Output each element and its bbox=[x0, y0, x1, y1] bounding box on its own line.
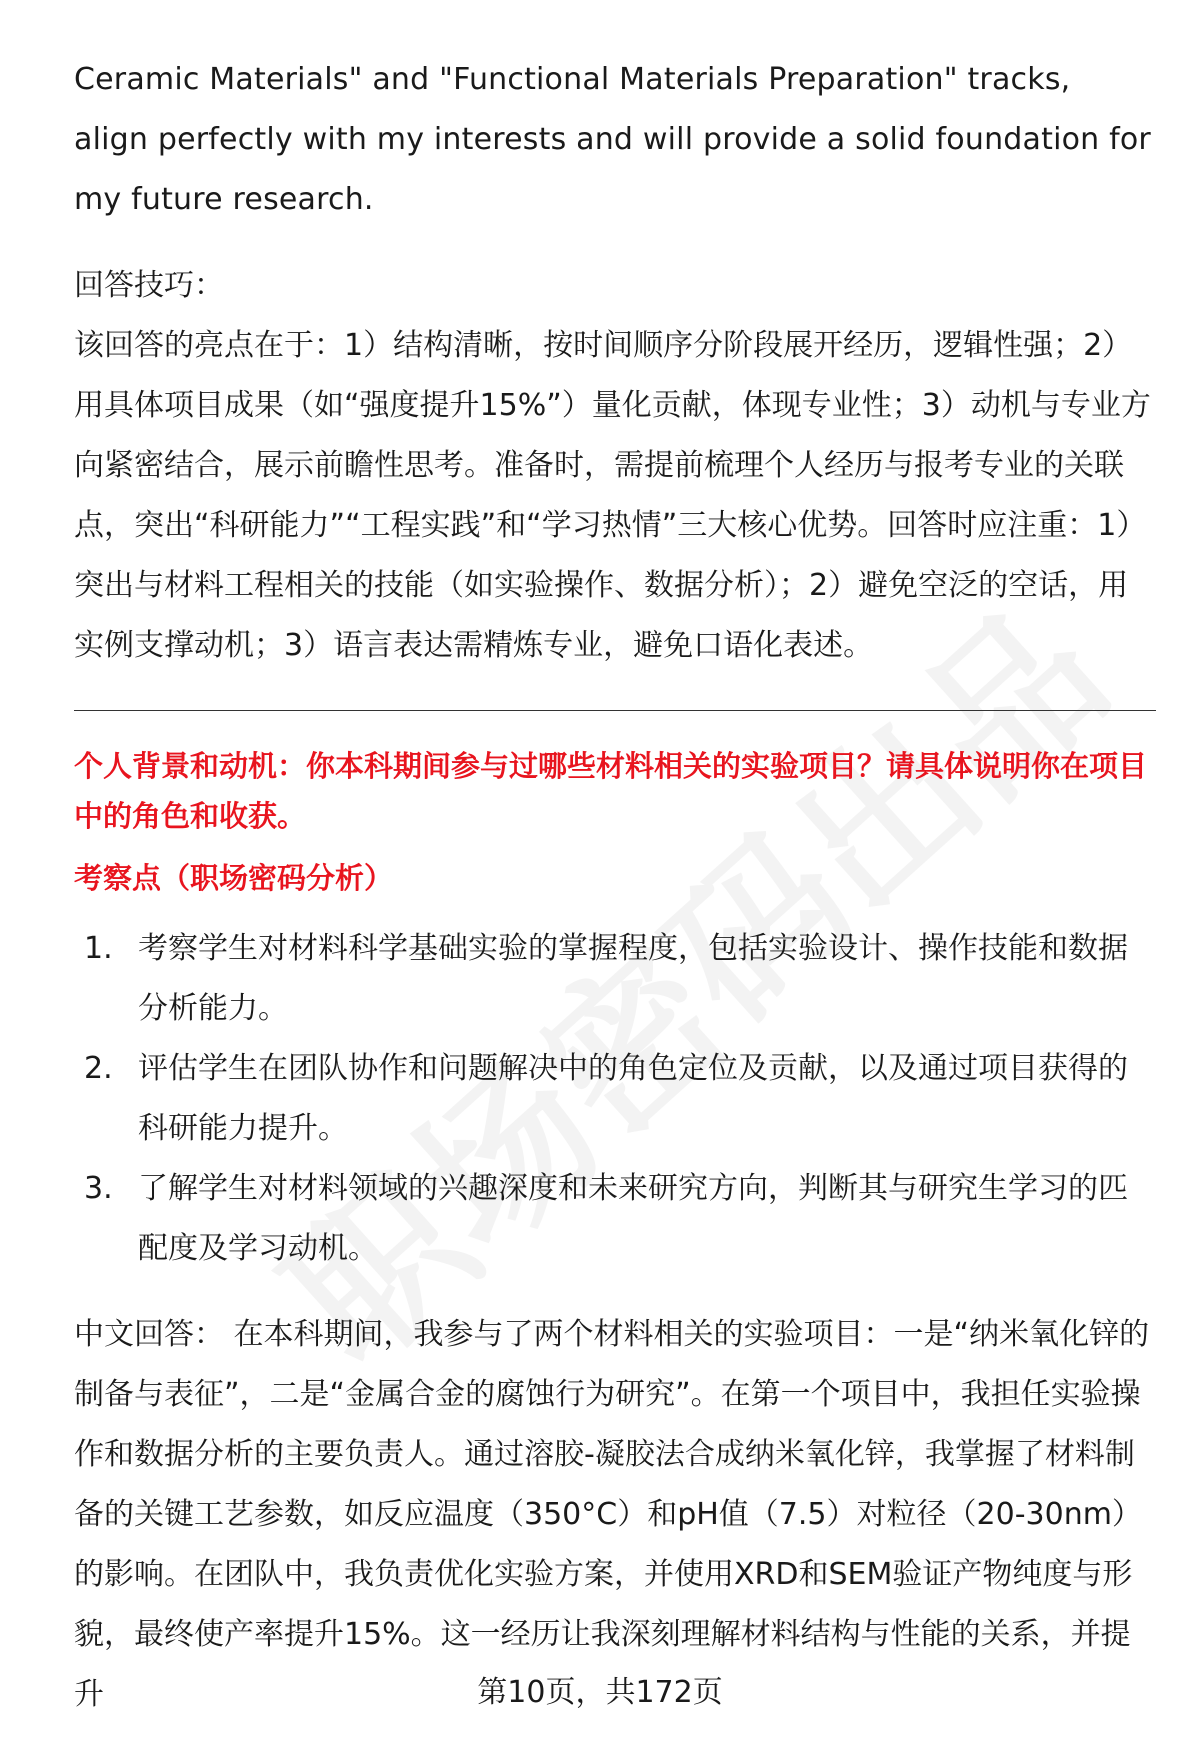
tips-heading: 回答技巧： bbox=[74, 268, 224, 303]
list-text: 评估学生在团队协作和问题解决中的角色定位及贡献，以及通过项目获得的科研能力提升。 bbox=[138, 1051, 1128, 1146]
list-number: 3. bbox=[84, 1171, 113, 1206]
english-answer-ending: Ceramic Materials" and "Functional Materials Preparation" tracks, align perfectly with my interests and will provide a solid foundation for my future research. bbox=[74, 62, 1151, 217]
section-divider bbox=[74, 710, 1156, 711]
exam-points-heading: 考察点（职场密码分析） bbox=[74, 861, 394, 895]
document-page bbox=[74, 50, 1154, 1725]
list-item bbox=[74, 1159, 1154, 1279]
list-number: 2. bbox=[84, 1051, 113, 1086]
list-text: 考察学生对材料科学基础实验的掌握程度，包括实验设计、操作技能和数据分析能力。 bbox=[138, 931, 1128, 1026]
tips-body: 该回答的亮点在于：1）结构清晰，按时间顺序分阶段展开经历，逻辑性强；2）用具体项目成果（如“强度提升15%”）量化贡献，体现专业性；3）动机与专业方向紧密结合，展示前瞻性思考。准备时，需提前梳理个人经历与报考专业的关联点，突出“科研能力”“工程实践”和“学习热情”三大核心优势。回答时应注重：1）突出与材料工程相关的技能（如实验操作、数据分析）；2）避免空泛的空话，用实例支撑动机；3）语言表达需精炼专业，避免口语化表述。 bbox=[74, 328, 1151, 663]
list-text: 了解学生对材料领域的兴趣深度和未来研究方向，判断其与研究生学习的匹配度及学习动机。 bbox=[138, 1171, 1128, 1266]
page-footer: 第10页，共172页 bbox=[477, 1675, 723, 1710]
list-number: 1. bbox=[84, 931, 113, 966]
list-item bbox=[74, 1039, 1154, 1159]
chinese-answer: 中文回答： 在本科期间，我参与了两个材料相关的实验项目：一是“纳米氧化锌的制备与表征”，二是“金属合金的腐蚀行为研究”。在第一个项目中，我担任实验操作和数据分析的主要负责人。通过溶胶-凝胶法合成纳米氧化锌，我掌握了材料制备的关键工艺参数，如反应温度（350°C）和pH值（7.5）对粒径（20-30nm）的影响。在团队中，我负责优化实验方案，并使用XRD和SEM验证产物纯度与形貌，最终使产率提升15%。这一经历让我深刻理解材料结构与性能的关系，并提升 bbox=[74, 1317, 1150, 1712]
exam-points-list bbox=[74, 919, 1154, 1279]
list-item bbox=[74, 919, 1154, 1039]
question-heading: 个人背景和动机：你本科期间参与过哪些材料相关的实验项目？请具体说明你在项目中的角色和收获。 bbox=[74, 749, 1148, 833]
